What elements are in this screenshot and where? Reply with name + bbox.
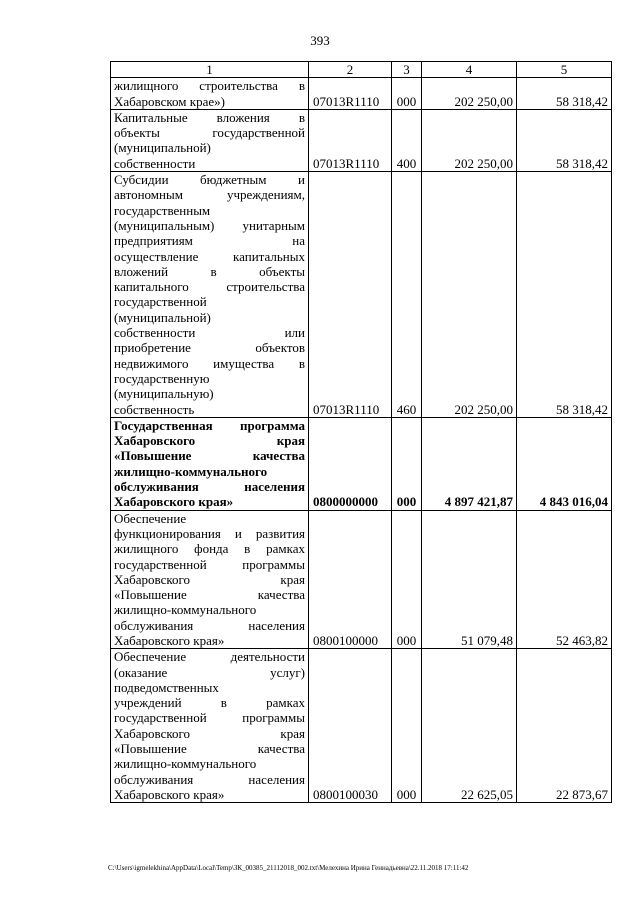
amount-cell: 51 079,48 xyxy=(422,510,517,649)
item-name-cell xyxy=(111,649,309,803)
item-name-line: собственности или xyxy=(114,325,305,341)
target-article-code-cell: 07013R1110 xyxy=(309,78,392,110)
item-name-cell xyxy=(111,417,309,510)
item-name-line: Государственная программа xyxy=(114,417,305,433)
item-name-line: государственную xyxy=(114,370,210,386)
table-row xyxy=(111,510,612,649)
item-name-line: обслуживания населения xyxy=(114,479,305,495)
item-name-line: обслуживания населения xyxy=(114,771,305,787)
item-name-line: «Повышение качества xyxy=(114,587,305,603)
item-name-line: осуществление капитальных xyxy=(114,248,305,264)
amount-cell: 22 873,67 xyxy=(517,649,612,803)
amount-cell: 202 250,00 xyxy=(422,172,517,418)
target-article-code-cell: 0800100000 xyxy=(309,510,392,649)
item-name-line: автономным учреждениям, xyxy=(114,187,305,203)
table-row xyxy=(111,78,612,110)
item-name-cell xyxy=(111,78,309,110)
table-row xyxy=(111,172,612,418)
item-name-line: Субсидии бюджетным и xyxy=(114,172,305,188)
amount-cell: 202 250,00 xyxy=(422,109,517,171)
amount-cell: 52 463,82 xyxy=(517,510,612,649)
item-name-line: Хабаровского края xyxy=(114,571,305,587)
amount-cell: 58 318,42 xyxy=(517,78,612,110)
column-header: 3 xyxy=(392,62,422,78)
expense-type-cell: 000 xyxy=(392,78,422,110)
item-name-line: жилищного фонда в рамках xyxy=(114,541,305,557)
item-name-line: (муниципальную) xyxy=(114,386,214,402)
column-header: 5 xyxy=(517,62,612,78)
item-name-line: Хабаровского края» xyxy=(114,494,234,510)
item-name-line: приобретение объектов xyxy=(114,340,305,356)
item-name-line: предприятиям на xyxy=(114,233,305,249)
amount-cell: 58 318,42 xyxy=(517,109,612,171)
expense-type-cell: 000 xyxy=(392,417,422,510)
item-name-line: обслуживания населения xyxy=(114,617,305,633)
item-name-cell xyxy=(111,172,309,418)
item-name-line: жилищно-коммунального xyxy=(114,463,268,479)
expense-type-cell: 000 xyxy=(392,510,422,649)
table-header-row xyxy=(111,62,612,78)
item-name-line: собственности xyxy=(114,155,196,171)
item-name-line: государственной программы xyxy=(114,556,305,572)
item-name-line: учреждений в рамках xyxy=(114,695,305,711)
item-name-cell xyxy=(111,109,309,171)
item-name-line: жилищного строительства в xyxy=(114,78,305,94)
item-name-line: жилищно-коммунального xyxy=(114,602,257,618)
item-name-line: Хабаровского края» xyxy=(114,632,225,648)
target-article-code-cell: 07013R1110 xyxy=(309,172,392,418)
item-name-line: Обеспечение xyxy=(114,510,187,526)
expense-type-cell: 400 xyxy=(392,109,422,171)
item-name-line: «Повышение качества xyxy=(114,448,305,464)
item-name-line: (муниципальным) унитарным xyxy=(114,217,305,233)
column-header: 4 xyxy=(422,62,517,78)
expense-type-cell: 460 xyxy=(392,172,422,418)
target-article-code-cell: 0800100030 xyxy=(309,649,392,803)
item-name-line: капитального строительства xyxy=(114,279,305,295)
item-name-line: (муниципальной) xyxy=(114,309,211,325)
target-article-code-cell: 0800000000 xyxy=(309,417,392,510)
table-row xyxy=(111,649,612,803)
item-name-line: Хабаровского края» xyxy=(114,786,225,802)
item-name-line: жилищно-коммунального xyxy=(114,756,257,772)
item-name-line: (муниципальной) xyxy=(114,140,211,156)
amount-cell: 4 843 016,04 xyxy=(517,417,612,510)
file-path-footer: C:\Users\igmelekhina\AppData\Local\Temp\ЗК_00385_21112018_002.txt\Мелехина Ирина Геннадьевна\22.11.2018 17:11:42 xyxy=(108,864,469,872)
item-name-line: подведомственных xyxy=(114,679,219,695)
amount-cell: 4 897 421,87 xyxy=(422,417,517,510)
item-name-line: Капитальные вложения в xyxy=(114,109,305,125)
item-name-cell xyxy=(111,510,309,649)
item-name-line: Хабаровского края xyxy=(114,725,305,741)
item-name-line: государственной программы xyxy=(114,710,305,726)
page-number: 393 xyxy=(310,33,330,48)
item-name-line: собственность xyxy=(114,401,195,417)
column-header: 2 xyxy=(309,62,392,78)
table-row xyxy=(111,417,612,510)
item-name-line: функционирования и развития xyxy=(114,525,305,541)
table-row xyxy=(111,109,612,171)
item-name-line: Хабаровского края xyxy=(114,433,305,449)
budget-table xyxy=(110,61,612,803)
target-article-code-cell: 07013R1110 xyxy=(309,109,392,171)
item-name-line: объекты государственной xyxy=(114,125,305,141)
expense-type-cell: 000 xyxy=(392,649,422,803)
item-name-line: Обеспечение деятельности xyxy=(114,649,305,665)
item-name-line: (оказание услуг) xyxy=(114,664,305,680)
column-header: 1 xyxy=(111,62,309,78)
amount-cell: 202 250,00 xyxy=(422,78,517,110)
amount-cell: 58 318,42 xyxy=(517,172,612,418)
item-name-line: государственной xyxy=(114,294,207,310)
item-name-line: недвижимого имущества в xyxy=(114,355,305,371)
amount-cell: 22 625,05 xyxy=(422,649,517,803)
item-name-line: Хабаровском крае») xyxy=(114,93,225,109)
item-name-line: государственным xyxy=(114,202,211,218)
item-name-line: вложений в объекты xyxy=(114,263,305,279)
item-name-line: «Повышение качества xyxy=(114,741,305,757)
